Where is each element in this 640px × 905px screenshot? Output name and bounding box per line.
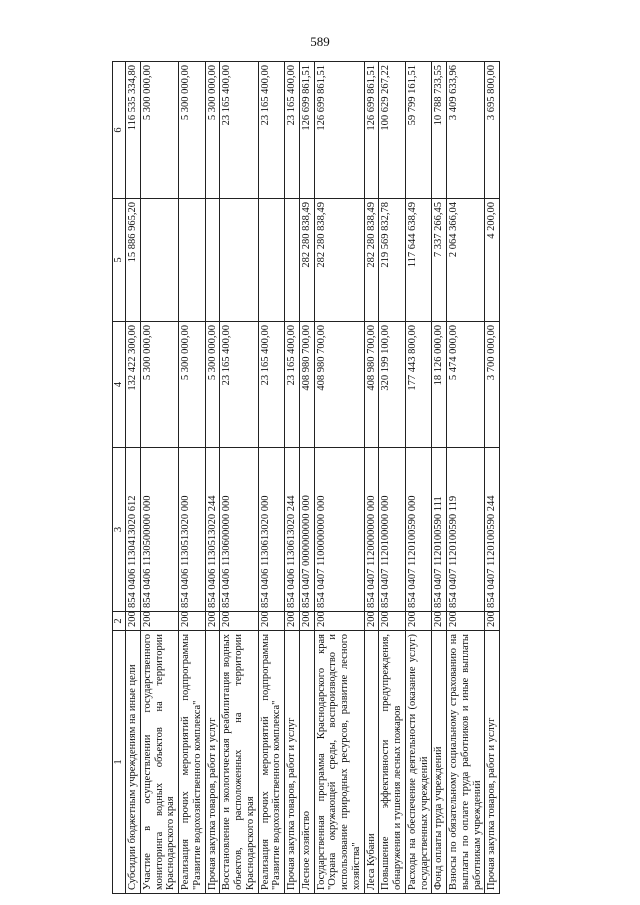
cell-name: Участие в осуществлении государственного мониторинга водных объектов на территории Краснодарского края (140, 631, 178, 894)
cell-classifier: 854 0406 1130600000 000 (220, 448, 258, 612)
cell-approved: 18 126 000,00 (432, 322, 447, 448)
cell-remaining: 5 300 000,00 (205, 62, 220, 199)
cell-code: 200 (285, 612, 300, 631)
rotated-table-wrapper (112, 62, 608, 894)
header-col-4: 4 (113, 322, 126, 448)
cell-approved: 23 165 400,00 (285, 322, 300, 448)
cell-approved: 23 165 400,00 (258, 322, 285, 448)
cell-code: 200 (299, 612, 314, 631)
cell-remaining: 100 629 267,22 (379, 62, 406, 199)
cell-classifier: 854 0407 1120100590 119 (447, 448, 485, 612)
cell-remaining: 126 699 861,51 (314, 62, 364, 199)
table-row (314, 62, 364, 894)
cell-code: 200 (179, 612, 206, 631)
cell-executed (220, 199, 258, 322)
cell-remaining: 116 535 334,80 (126, 62, 141, 199)
cell-name: Повышение эффективности предупреждения, обнаружения и тушения лесных пожаров (379, 631, 406, 894)
cell-approved: 5 474 000,00 (447, 322, 485, 448)
table-header-row (113, 62, 126, 894)
cell-code: 200 (126, 612, 141, 631)
cell-name: Фонд оплаты труда учреждений (432, 631, 447, 894)
cell-name: Взносы по обязательному социальному страхованию на выплаты по оплате труда работников и иные выплаты работникам учреждений (447, 631, 485, 894)
cell-approved: 132 422 300,00 (126, 322, 141, 448)
cell-remaining: 3 695 800,00 (485, 62, 500, 199)
header-col-2: 2 (113, 612, 126, 631)
cell-code: 200 (205, 612, 220, 631)
cell-name: Реализация прочих мероприятий подпрограммы "Развитие водохозяйственного комплекса" (258, 631, 285, 894)
cell-code: 200 (379, 612, 406, 631)
cell-executed: 117 644 638,49 (405, 199, 432, 322)
table-row (447, 62, 485, 894)
cell-executed (285, 199, 300, 322)
cell-remaining: 5 300 000,00 (179, 62, 206, 199)
cell-classifier: 854 0407 1120100000 000 (379, 448, 406, 612)
cell-executed (205, 199, 220, 322)
page-number: 589 (310, 34, 330, 49)
table-row (299, 62, 314, 894)
table-row (379, 62, 406, 894)
table-row (205, 62, 220, 894)
table-row (258, 62, 285, 894)
cell-approved: 3 700 000,00 (485, 322, 500, 448)
cell-name: Восстановление и экологическая реабилитация водных объектов, расположенных на территории Краснодарского края (220, 631, 258, 894)
table-row (126, 62, 141, 894)
cell-approved: 5 300 000,00 (179, 322, 206, 448)
cell-executed (179, 199, 206, 322)
cell-executed: 282 280 838,49 (364, 199, 379, 322)
cell-remaining: 5 300 000,00 (140, 62, 178, 199)
cell-name: Реализация прочих мероприятий подпрограммы "Развитие водохозяйственного комплекса" (179, 631, 206, 894)
cell-name: Лесное хозяйство (299, 631, 314, 894)
cell-code: 200 (364, 612, 379, 631)
cell-name: Прочая закупка товаров, работ и услуг (205, 631, 220, 894)
cell-classifier: 854 0406 1130413020 612 (126, 448, 141, 612)
header-col-5: 5 (113, 199, 126, 322)
cell-classifier: 854 0406 1130513020 244 (205, 448, 220, 612)
budget-table (112, 61, 500, 894)
cell-name: Государственная программа Краснодарского края "Охрана окружающей среды, воспроизводство и использование природных ресурсов, развитие лесного хозяйства" (314, 631, 364, 894)
header-col-1: 1 (113, 631, 126, 894)
cell-approved: 5 300 000,00 (205, 322, 220, 448)
cell-classifier: 854 0407 1120100590 000 (405, 448, 432, 612)
cell-code: 200 (405, 612, 432, 631)
cell-executed (258, 199, 285, 322)
cell-approved: 408 980 700,00 (364, 322, 379, 448)
cell-remaining: 126 699 861,51 (364, 62, 379, 199)
cell-name: Леса Кубани (364, 631, 379, 894)
table-row (432, 62, 447, 894)
cell-executed: 282 280 838,49 (299, 199, 314, 322)
cell-classifier: 854 0407 1120100590 244 (485, 448, 500, 612)
cell-code: 200 (314, 612, 364, 631)
cell-remaining: 23 165 400,00 (285, 62, 300, 199)
cell-classifier: 854 0406 1130513020 000 (179, 448, 206, 612)
cell-code: 200 (447, 612, 485, 631)
cell-code: 200 (258, 612, 285, 631)
cell-code: 200 (220, 612, 258, 631)
cell-remaining: 23 165 400,00 (258, 62, 285, 199)
cell-remaining: 23 165 400,00 (220, 62, 258, 199)
cell-name: Субсидии бюджетным учреждениям на иные цели (126, 631, 141, 894)
cell-name: Расходы на обеспечение деятельности (оказание услуг) государственных учреждений (405, 631, 432, 894)
cell-approved: 408 980 700,00 (299, 322, 314, 448)
cell-approved: 408 980 700,00 (314, 322, 364, 448)
table-row (140, 62, 178, 894)
header-col-3: 3 (113, 448, 126, 612)
cell-approved: 5 300 000,00 (140, 322, 178, 448)
cell-classifier: 854 0407 1120100590 111 (432, 448, 447, 612)
cell-remaining: 10 788 733,55 (432, 62, 447, 199)
cell-classifier: 854 0406 1130613020 000 (258, 448, 285, 612)
cell-name: Прочая закупка товаров, работ и услуг (285, 631, 300, 894)
table-row (485, 62, 500, 894)
cell-classifier: 854 0407 1100000000 000 (314, 448, 364, 612)
cell-remaining: 126 699 861,51 (299, 62, 314, 199)
cell-name: Прочая закупка товаров, работ и услуг (485, 631, 500, 894)
cell-approved: 320 199 100,00 (379, 322, 406, 448)
table-row (220, 62, 258, 894)
table-row (179, 62, 206, 894)
cell-approved: 177 443 800,00 (405, 322, 432, 448)
cell-remaining: 3 409 633,96 (447, 62, 485, 199)
cell-classifier: 854 0407 0000000000 000 (299, 448, 314, 612)
rotated-table-container (112, 62, 608, 894)
cell-code: 200 (140, 612, 178, 631)
cell-executed: 4 200,00 (485, 199, 500, 322)
cell-code: 200 (432, 612, 447, 631)
cell-executed: 219 569 832,78 (379, 199, 406, 322)
table-row (405, 62, 432, 894)
cell-classifier: 854 0406 1130613020 244 (285, 448, 300, 612)
cell-classifier: 854 0406 1130500000 000 (140, 448, 178, 612)
cell-remaining: 59 799 161,51 (405, 62, 432, 199)
cell-executed: 15 886 965,20 (126, 199, 141, 322)
cell-approved: 23 165 400,00 (220, 322, 258, 448)
cell-executed: 2 064 366,04 (447, 199, 485, 322)
cell-classifier: 854 0407 1120000000 000 (364, 448, 379, 612)
header-col-6: 6 (113, 62, 126, 199)
cell-executed: 282 280 838,49 (314, 199, 364, 322)
table-row (364, 62, 379, 894)
cell-executed (140, 199, 178, 322)
cell-executed: 7 337 266,45 (432, 199, 447, 322)
cell-code: 200 (485, 612, 500, 631)
table-row (285, 62, 300, 894)
